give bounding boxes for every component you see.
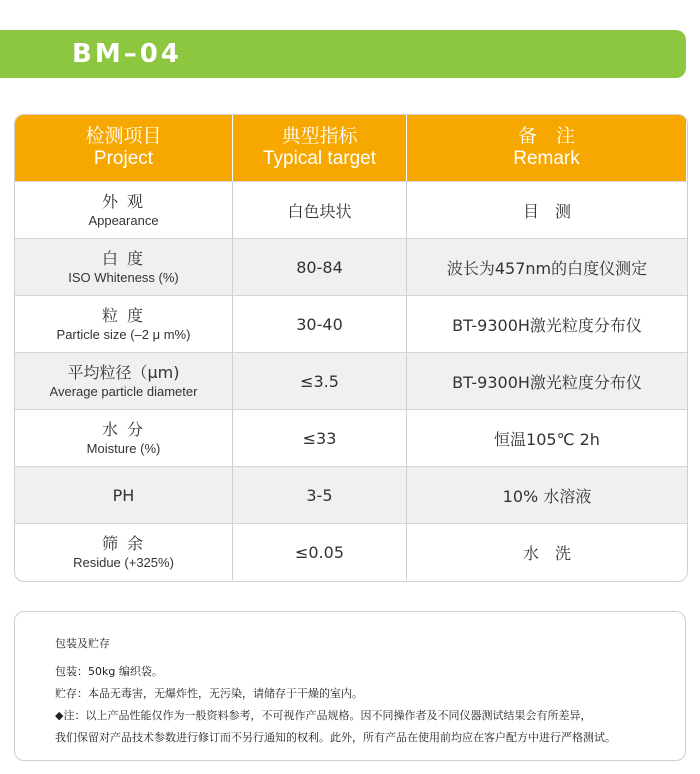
target-value: 3-5	[306, 485, 333, 505]
project-en: Appearance	[88, 212, 159, 228]
header-project	[15, 115, 233, 181]
target-value: ≤3.5	[300, 371, 339, 391]
project-zh: 粒 度	[101, 305, 146, 325]
remark-value: 水 洗	[522, 543, 571, 563]
header-target	[233, 115, 407, 181]
remark-value: 恒温105℃ 2h	[494, 429, 600, 449]
project-zh: 白 度	[101, 248, 146, 268]
header-project-zh: 检测项目	[85, 125, 162, 147]
project-en: Average particle diameter	[49, 383, 198, 399]
project-zh: 平均粒径（μm)	[67, 362, 180, 382]
project-en: PH	[112, 485, 135, 505]
table-row	[15, 295, 687, 352]
project-en: Residue (+325%)	[73, 554, 174, 570]
packaging-text: 包装：50kg 编织袋。	[55, 665, 163, 678]
table-row	[15, 466, 687, 523]
disclaimer-line-1: ◆注：以上产品性能仅作为一般资料参考，不可视作产品规格。因不同操作者及不同仪器测试结果会有所差异，	[55, 709, 592, 722]
target-value: 白色块状	[287, 201, 352, 221]
header-remark-zh: 备 注	[517, 125, 575, 147]
project-zh: 筛 余	[101, 533, 146, 553]
project-en: ISO Whiteness (%)	[68, 269, 179, 285]
project-zh: 外 观	[101, 191, 146, 211]
table-row	[15, 523, 687, 580]
storage-text: 贮存：本品无毒害，无爆炸性，无污染，请储存于干燥的室内。	[55, 687, 363, 700]
product-title: BM–04	[72, 39, 182, 69]
table-row	[15, 409, 687, 466]
header-remark	[407, 115, 687, 181]
title-banner	[0, 30, 686, 78]
remark-value: 波长为457nm的白度仪测定	[446, 258, 648, 278]
header-project-en: Project	[93, 148, 154, 169]
project-zh: 水 分	[101, 419, 146, 439]
notes-title: 包装及贮存	[55, 637, 110, 650]
header-remark-en: Remark	[513, 148, 580, 169]
remark-value: 10% 水溶液	[502, 486, 592, 506]
disclaimer-line-2: 我们保留对产品技术参数进行修订而不另行通知的权利。此外，所有产品在使用前均应在客户配方中进行严格测试。	[55, 731, 616, 744]
header-target-zh: 典型指标	[281, 125, 358, 147]
table-header	[15, 115, 687, 181]
table-row	[15, 238, 687, 295]
table-row	[15, 181, 687, 238]
target-value: 30-40	[296, 314, 343, 334]
table-row	[15, 352, 687, 409]
target-value: 80-84	[296, 257, 343, 277]
spec-table	[14, 114, 688, 582]
remark-value: 目 测	[522, 201, 571, 221]
remark-value: BT-9300H激光粒度分布仪	[452, 315, 642, 335]
storage-notes-box	[14, 611, 686, 761]
target-value: ≤0.05	[294, 542, 345, 562]
project-en: Moisture (%)	[86, 440, 161, 456]
remark-value: BT-9300H激光粒度分布仪	[452, 372, 642, 392]
project-en: Particle size (–2 μ m%)	[56, 326, 191, 342]
target-value: ≤33	[302, 428, 337, 448]
header-target-en: Typical target	[263, 148, 376, 169]
